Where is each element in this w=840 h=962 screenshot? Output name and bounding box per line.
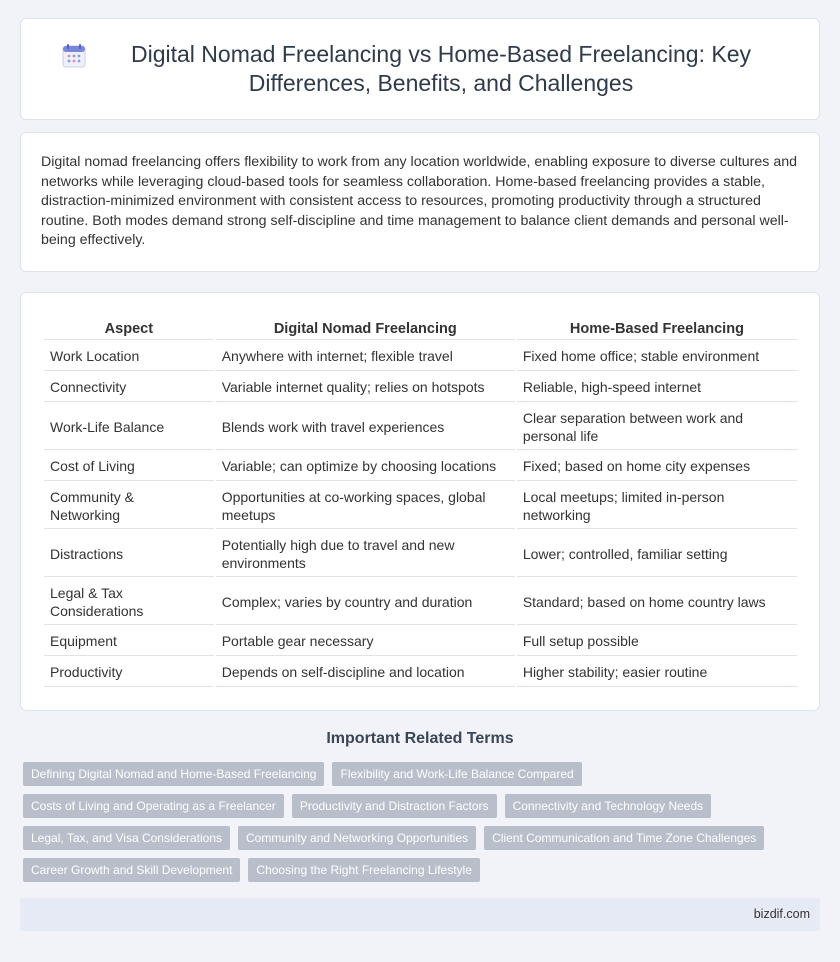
home-based-cell: Clear separation between work and personal life — [517, 404, 797, 450]
table-row — [44, 342, 797, 371]
comparison-table — [42, 313, 799, 689]
home-based-cell: Local meetups; limited in-person networking — [517, 483, 797, 529]
related-term-link[interactable]: Choosing the Right Freelancing Lifestyle — [248, 858, 479, 882]
digital-nomad-cell: Complex; varies by country and duration — [216, 579, 515, 625]
related-term-link[interactable]: Flexibility and Work-Life Balance Compared — [332, 762, 581, 786]
home-based-cell: Full setup possible — [517, 627, 797, 656]
related-term-link[interactable]: Legal, Tax, and Visa Considerations — [23, 826, 230, 850]
related-term-link[interactable]: Connectivity and Technology Needs — [505, 794, 712, 818]
related-terms-title: Important Related Terms — [326, 730, 514, 747]
digital-nomad-cell: Variable internet quality; relies on hotspots — [216, 373, 515, 402]
comparison-table-card — [20, 292, 820, 711]
table-row — [44, 658, 797, 687]
page-title: Digital Nomad Freelancing vs Home-Based Freelancing: Key Differences, Benefits, and Challenges — [130, 41, 751, 96]
digital-nomad-cell: Depends on self-discipline and location — [216, 658, 515, 687]
digital-nomad-cell: Opportunities at co-working spaces, global meetups — [216, 483, 515, 529]
related-term-link[interactable]: Defining Digital Nomad and Home-Based Freelancing — [23, 762, 324, 786]
aspect-cell: Legal & Tax Considerations — [44, 579, 214, 625]
table-row — [44, 404, 797, 450]
home-based-cell: Standard; based on home country laws — [517, 579, 797, 625]
aspect-cell: Community & Networking — [44, 483, 214, 529]
aspect-cell: Cost of Living — [44, 452, 214, 481]
related-term-link[interactable]: Community and Networking Opportunities — [238, 826, 476, 850]
table-row — [44, 373, 797, 402]
aspect-cell: Work-Life Balance — [44, 404, 214, 450]
digital-nomad-cell: Anywhere with internet; flexible travel — [216, 342, 515, 371]
aspect-cell: Work Location — [44, 342, 214, 371]
table-row — [44, 579, 797, 625]
digital-nomad-cell: Portable gear necessary — [216, 627, 515, 656]
home-based-cell: Fixed home office; stable environment — [517, 342, 797, 371]
home-based-cell: Higher stability; easier routine — [517, 658, 797, 687]
calendar-icon — [61, 43, 87, 69]
aspect-cell: Connectivity — [44, 373, 214, 402]
table-row — [44, 627, 797, 656]
table-header-row — [44, 315, 797, 340]
related-term-link[interactable]: Client Communication and Time Zone Challenges — [484, 826, 764, 850]
aspect-cell: Distractions — [44, 531, 214, 577]
home-based-cell: Lower; controlled, familiar setting — [517, 531, 797, 577]
related-term-link[interactable]: Costs of Living and Operating as a Freelancer — [23, 794, 284, 818]
header-card — [20, 18, 820, 120]
home-based-cell: Fixed; based on home city expenses — [517, 452, 797, 481]
footer-site-link[interactable]: bizdif.com — [753, 907, 810, 921]
column-header-home-based: Home-Based Freelancing — [517, 315, 797, 340]
related-term-link[interactable]: Career Growth and Skill Development — [23, 858, 240, 882]
table-row — [44, 452, 797, 481]
digital-nomad-cell: Potentially high due to travel and new environments — [216, 531, 515, 577]
home-based-cell: Reliable, high-speed internet — [517, 373, 797, 402]
related-term-link[interactable]: Productivity and Distraction Factors — [292, 794, 497, 818]
related-terms-list — [23, 762, 803, 890]
table-row — [44, 483, 797, 529]
column-header-digital-nomad: Digital Nomad Freelancing — [216, 315, 515, 340]
table-row — [44, 531, 797, 577]
digital-nomad-cell: Blends work with travel experiences — [216, 404, 515, 450]
column-header-aspect: Aspect — [44, 315, 214, 340]
intro-paragraph: Digital nomad freelancing offers flexibility to work from any location worldwide, enabling exposure to diverse cultures and networks while leveraging cloud-based tools for seamless collaboration. Home-based freelancing provides a stable, distraction-minimized environment with consistent access to resources, promoting productivity through a structured routine. Both modes demand strong self-discipline and time management to balance client demands and personal well-being effectively. — [41, 154, 798, 249]
intro-card — [20, 132, 820, 272]
digital-nomad-cell: Variable; can optimize by choosing locations — [216, 452, 515, 481]
aspect-cell: Equipment — [44, 627, 214, 656]
footer — [20, 898, 820, 931]
aspect-cell: Productivity — [44, 658, 214, 687]
